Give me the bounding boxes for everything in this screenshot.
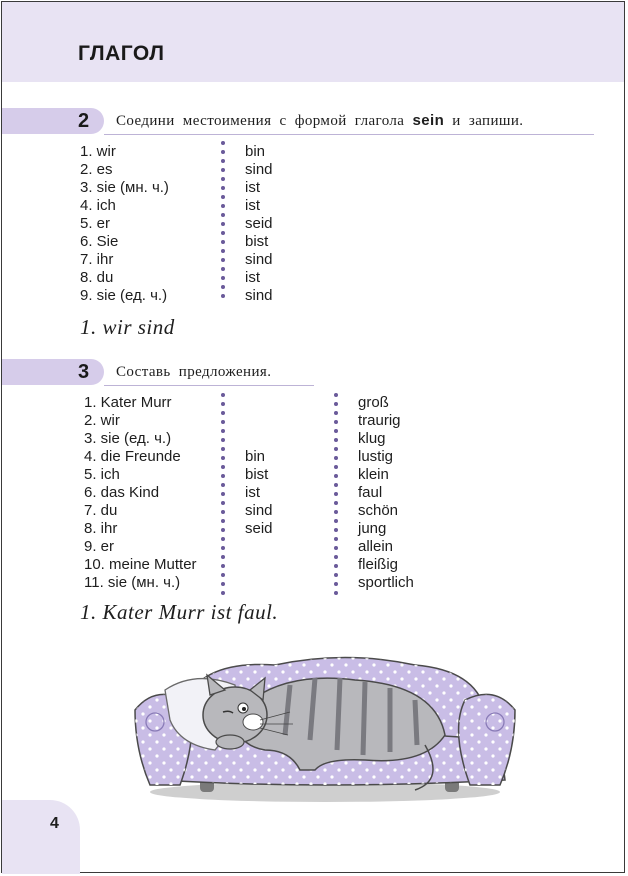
- verb-item: seid: [245, 520, 273, 537]
- dot-divider: [334, 582, 338, 586]
- verb-item: ist: [245, 269, 260, 286]
- dot-divider: [221, 177, 225, 181]
- dot-divider: [221, 591, 225, 595]
- dot-divider: [221, 564, 225, 568]
- dot-divider: [221, 168, 225, 172]
- adjective-item: schön: [358, 502, 399, 519]
- pronoun-item: 5. er: [80, 215, 111, 232]
- pronoun-item: 7. ihr: [80, 251, 114, 268]
- adjective-item: sportlich: [358, 574, 414, 591]
- exercise-2-number: 2: [78, 110, 90, 132]
- dot-divider: [221, 573, 225, 577]
- dot-divider: [334, 438, 338, 442]
- subject-item: 5. ich: [84, 466, 120, 483]
- dot-divider: [334, 573, 338, 577]
- page-number-tab: [2, 800, 80, 874]
- dot-divider: [221, 537, 225, 541]
- dot-divider: [221, 402, 225, 406]
- dot-divider: [221, 492, 225, 496]
- dot-divider: [221, 285, 225, 289]
- pronoun-item: 3. sie (мн. ч.): [80, 179, 169, 196]
- verb-item: seid: [245, 215, 273, 232]
- adjective-item: fleißig: [358, 556, 399, 573]
- verb-item: bin: [245, 143, 266, 160]
- exercise-2-rule: [104, 134, 594, 135]
- dot-divider: [334, 474, 338, 478]
- dot-divider: [334, 492, 338, 496]
- dot-divider: [221, 438, 225, 442]
- verb-item: sind: [245, 287, 273, 304]
- adjective-item: lustig: [358, 448, 394, 465]
- dot-divider: [334, 537, 338, 541]
- verb-item: bist: [245, 233, 269, 250]
- dot-divider: [221, 411, 225, 415]
- dot-divider: [221, 582, 225, 586]
- dot-divider: [221, 204, 225, 208]
- dot-divider: [221, 186, 225, 190]
- dot-divider: [334, 528, 338, 532]
- cat-on-sofa-illustration: [125, 640, 525, 810]
- dot-divider: [221, 393, 225, 397]
- pronoun-item: 6. Sie: [80, 233, 119, 250]
- dot-divider: [221, 240, 225, 244]
- dot-divider: [221, 510, 225, 514]
- exercise-3-number: 3: [78, 361, 90, 383]
- dot-divider: [334, 411, 338, 415]
- dot-divider: [334, 519, 338, 523]
- exercise-3-answer: 1. Kater Murr ist faul.: [80, 600, 279, 624]
- dot-divider: [221, 222, 225, 226]
- dot-divider: [334, 555, 338, 559]
- verb-item: ist: [245, 484, 260, 501]
- dot-divider: [221, 528, 225, 532]
- dot-divider: [334, 465, 338, 469]
- subject-item: 10. meine Mutter: [84, 556, 197, 573]
- instruction-text-end: и запиши.: [444, 113, 524, 129]
- dot-divider: [221, 456, 225, 460]
- subject-item: 3. sie (ед. ч.): [84, 430, 172, 447]
- dot-divider: [221, 213, 225, 217]
- subject-item: 6. das Kind: [84, 484, 160, 501]
- pronoun-item: 4. ich: [80, 197, 116, 214]
- dot-divider: [334, 510, 338, 514]
- exercise-2-instruction: [116, 112, 523, 130]
- dot-divider: [221, 195, 225, 199]
- subject-item: 7. du: [84, 502, 118, 519]
- dot-divider: [221, 258, 225, 262]
- exercise-3-rule: [104, 385, 314, 386]
- adjective-item: groß: [358, 394, 389, 411]
- dot-divider: [221, 150, 225, 154]
- subject-item: 2. wir: [84, 412, 120, 429]
- dot-divider: [221, 249, 225, 253]
- dot-divider: [221, 141, 225, 145]
- verb-item: sind: [245, 161, 273, 178]
- dot-divider: [334, 546, 338, 550]
- dot-divider: [334, 420, 338, 424]
- subject-item: 1. Kater Murr: [84, 394, 172, 411]
- adjective-item: klein: [358, 466, 389, 483]
- exercise-2-answer: 1. wir sind: [80, 315, 175, 339]
- pronoun-item: 9. sie (ед. ч.): [80, 287, 168, 304]
- adjective-item: faul: [358, 484, 383, 501]
- verb-item: bin: [245, 448, 266, 465]
- page-title: ГЛАГОЛ: [78, 42, 165, 65]
- instruction-text: Соедини местоимения с формой глагола: [116, 113, 413, 129]
- dot-divider: [334, 393, 338, 397]
- subject-item: 9. er: [84, 538, 115, 555]
- dot-divider: [221, 429, 225, 433]
- pronoun-item: 1. wir: [80, 143, 116, 160]
- dot-divider: [334, 591, 338, 595]
- subject-item: 4. die Freunde: [84, 448, 181, 465]
- dot-divider: [334, 447, 338, 451]
- dot-divider: [221, 483, 225, 487]
- dot-divider: [221, 294, 225, 298]
- verb-item: ist: [245, 179, 260, 196]
- dot-divider: [221, 519, 225, 523]
- exercise-3-instruction: Составь предложения.: [116, 364, 272, 380]
- dot-divider: [221, 501, 225, 505]
- dot-divider: [334, 483, 338, 487]
- dot-divider: [334, 429, 338, 433]
- dot-divider: [221, 267, 225, 271]
- verb-item: bist: [245, 466, 269, 483]
- dot-divider: [221, 465, 225, 469]
- verb-item: ist: [245, 197, 260, 214]
- page-number: 4: [50, 815, 59, 832]
- pronoun-item: 8. du: [80, 269, 114, 286]
- subject-item: 8. ihr: [84, 520, 118, 537]
- dot-divider: [221, 231, 225, 235]
- dot-divider: [221, 546, 225, 550]
- dot-divider: [221, 447, 225, 451]
- adjective-item: traurig: [358, 412, 401, 429]
- instruction-verb: sein: [412, 112, 445, 129]
- verb-item: sind: [245, 502, 273, 519]
- dot-divider: [334, 402, 338, 406]
- pronoun-item: 2. es: [80, 161, 113, 178]
- adjective-item: klug: [358, 430, 386, 447]
- adjective-item: jung: [358, 520, 387, 537]
- dot-divider: [334, 501, 338, 505]
- dot-divider: [334, 564, 338, 568]
- subject-item: 11. sie (мн. ч.): [84, 574, 181, 591]
- dot-divider: [221, 420, 225, 424]
- verb-item: sind: [245, 251, 273, 268]
- dot-divider: [221, 474, 225, 478]
- dot-divider: [334, 456, 338, 460]
- adjective-item: allein: [358, 538, 394, 555]
- dot-divider: [221, 159, 225, 163]
- dot-divider: [221, 276, 225, 280]
- dot-divider: [221, 555, 225, 559]
